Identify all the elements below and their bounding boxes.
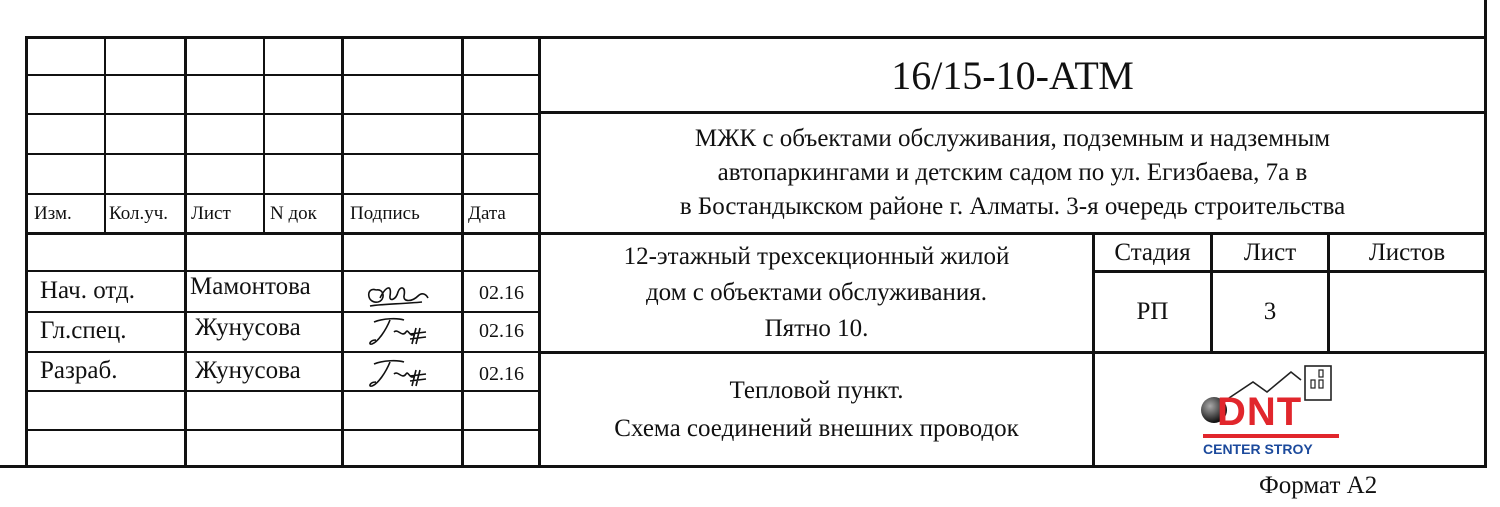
project-line: автопаркингами и детским садом по ул. Егизбаева, 7а в [717,159,1308,186]
project-description [541,114,1484,232]
building-line: Пятно 10. [764,315,869,342]
project-line: МЖК с объектами обслуживания, подземным и надземным [694,125,1331,152]
header-izm: Изм. [34,203,72,224]
sheet-title-line: Тепловой пункт. [729,376,904,404]
grid-h6 [25,270,540,272]
signer-role: Гл.спец. [40,317,127,344]
signer-date: 02.16 [479,282,524,304]
grid-h4 [25,193,540,195]
signer-date: 02.16 [479,320,524,342]
grid-v5 [461,36,464,468]
building-line: 12-этажный трехсекционный жилой [623,243,1010,270]
document-code: 16/15-10-АТМ [891,52,1134,98]
signer-date: 02.16 [479,363,524,385]
sheet-title-line: Схема соединений внешних проводок [614,414,1019,442]
grid-h9 [25,390,540,392]
signature-3 [364,356,444,392]
header-kol-uch: Кол.уч. [109,203,169,224]
building-line: дом с объектами обслуживания. [645,279,988,306]
stage-header: Стадия [1114,238,1191,266]
company-logo [1195,358,1345,462]
grid-v1 [104,36,106,232]
building-description [541,235,1092,351]
sheets-value [1330,273,1484,351]
stage-value: РП [1136,298,1169,325]
grid-v3 [263,36,265,232]
signature-2 [364,314,444,350]
header-data: Дата [468,203,506,224]
grid-h8 [25,351,540,353]
header-list: Лист [191,203,231,224]
signer-name: Жунусова [195,314,301,341]
signer-role: Разраб. [40,357,118,384]
project-line: в Бостандыкском районе г. Алматы. 3-я очередь строительства [679,193,1346,220]
grid-h3 [25,153,540,155]
sheets-header: Листов [1368,238,1446,266]
grid-h7 [25,311,540,313]
stamp-left-border [25,36,28,468]
sheet-header: Лист [1243,238,1297,266]
logo-sub-text: CENTER STROY [1203,441,1313,457]
header-podpis: Подпись [350,203,420,224]
grid-v2 [184,36,187,468]
grid-h2 [25,113,540,115]
logo-main-text: DNT [1217,390,1303,434]
grid-v4 [341,36,344,468]
format-label: Формат А2 [1259,472,1378,499]
signer-name: Мамонтова [190,273,311,300]
frame-bottom-left [0,465,1487,468]
signer-role: Нач. отд. [40,277,135,304]
header-n-dok: N док [270,203,317,224]
grid-h1 [25,74,540,76]
logo-underline [1203,434,1339,438]
signer-name: Жунусова [195,357,301,384]
signature-1 [362,276,442,310]
sheet-title [541,354,1092,465]
grid-h10 [25,429,540,431]
sheet-value: 3 [1263,298,1277,325]
